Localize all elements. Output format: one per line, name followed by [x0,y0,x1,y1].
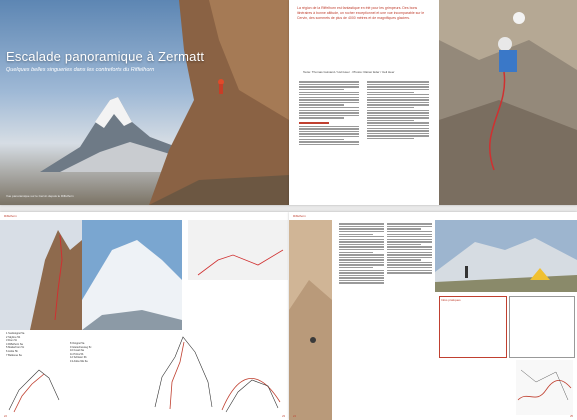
article-subtitle: Quelques belles singueries dans les contreforts du Riffelhorn [6,67,155,73]
page-number-right: 25 [570,415,573,418]
route-list-left [6,332,76,357]
route-item: 5 Matterhorn 5c [6,346,25,350]
text-column-4 [387,222,432,275]
text-column-2 [367,80,429,140]
info-title: Infos pratiques [441,298,461,302]
topo-sketch-3 [218,362,284,416]
page-header: Riffelhorn [4,214,17,218]
page-number-left: 24 [293,415,296,418]
route-item: 6 Arête 5b [6,349,18,353]
route-item: 2 Skyline 5b [6,335,21,339]
route-item: 11 Pizza 5b [70,352,84,356]
lead-paragraph: La région de la Riffelhorn est fantastique en été pour les grimpeurs. Des bons itinéraires à bonne altitude, un rocher exceptionnel et une vue incomparable sur le Cervin, des sommets de plus de 4000 mètres et de magnifiques glaciers. [297,6,425,20]
route-item: 10 Fussli 6a [70,349,84,353]
route-item: 8 Ostgrat 5a [70,342,85,345]
route-item: 3 Dom 5c [6,339,18,343]
photo-caption: Vue panoramique sur le Cervin depuis le Riffelhorn [6,194,74,198]
info-box-right [509,296,575,358]
topo-sketch-1 [4,360,64,416]
route-item: 9 Gletscherweg 5c [70,345,92,349]
info-box-left [439,296,507,358]
rock-route-photo [0,220,82,330]
rock-face-illustration [139,0,289,205]
info-spread [289,212,577,420]
cover-page-spread [0,0,289,205]
route-map [516,360,573,415]
article-text-spread [289,0,577,205]
byline: Texte: Thomas Guinand / Ueli Heer · Photos: Rainer Eder / Ueli Heer [303,70,395,74]
route-item: 13 Arête NE 6a [70,359,88,363]
page-number-left: 22 [4,415,7,418]
glacier-photo [82,220,182,330]
page-header: Riffelhorn [293,214,306,218]
topo-sketch-2 [150,327,216,415]
text-column-1 [299,80,359,146]
topo-spread [0,212,289,420]
climber-photo [439,0,577,205]
route-item: 4 Riffelhorn 6a [6,342,23,346]
route-list-right [70,342,120,364]
route-item: 1 Sudostgrat 5a [6,332,25,335]
slab-photo [289,220,332,420]
route-item: 12 Schleier 6b [70,356,87,360]
tent-photo [435,220,577,292]
route-item: 7 Bellevue 6a [6,353,22,357]
section-heading-marker [299,122,329,124]
wall-photo [188,220,288,280]
article-title: Escalade panoramique à Zermatt [6,49,205,64]
page-number-right: 23 [282,415,285,418]
text-column-3 [339,222,384,285]
